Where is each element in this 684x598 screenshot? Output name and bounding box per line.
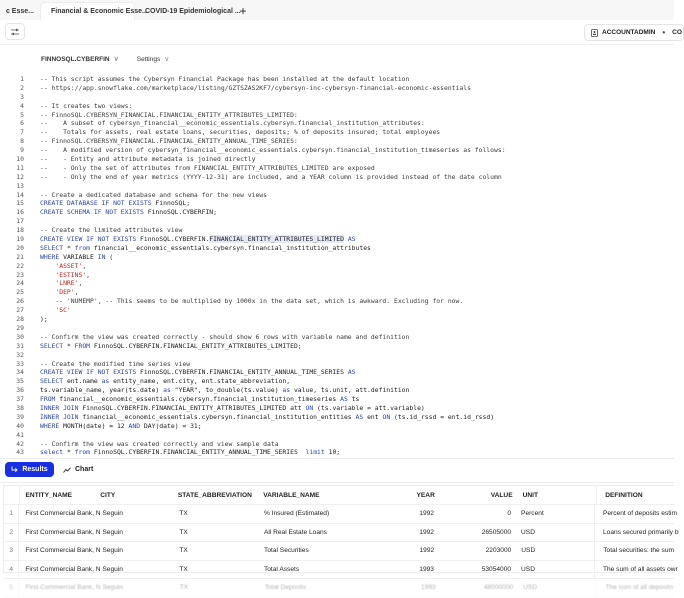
code-text: -- https://app.snowflake.com/marketplace/listing/GZTSZAS2KF7/cybersyn-inc-cybersyn-financial-economic-essentials [40,83,471,92]
code-text: -- Create a dedicated database and schema for the new views [40,190,268,199]
line-number: 19 [16,235,24,244]
results-tab-button[interactable] [5,462,54,477]
column-header-state-abbreviation[interactable]: STATE_ABBREVIATION [177,491,252,499]
separator: • [662,28,666,37]
code-text: -- It creates two views: [40,101,133,110]
settings-label: Settings [136,55,161,63]
cell-definition: Total securities: the sum [594,542,674,560]
code-text: -- Totals for assets, real estate loans, securities, deposits; % of deposits insured; total employees [40,128,441,137]
table-row[interactable] [4,505,678,524]
cell-city: Seguin [102,528,123,536]
code-text: -- - Only the end of year metrics (YYYY-12-31) are included, and a YEAR column is provided instead of the date column [40,172,502,181]
cell-value: 26505000 [481,528,512,536]
code-text: CREATE SCHEMA IF NOT EXISTS FinnoSQL.CYBERFIN; [40,208,217,217]
database-label: FINNOSQL.CYBERFIN [41,55,110,63]
code-line[interactable] [0,182,674,191]
line-number: 14 [16,190,24,199]
filters-button[interactable] [5,23,25,40]
code-text: -- This script assumes the Cybersyn Financial Package has been installed at the default location [40,75,410,83]
cell-row-index: 4 [4,561,19,579]
code-line[interactable] [0,164,674,173]
cell-city: Seguin [102,510,123,518]
chevron-down-icon: ∨ [164,56,170,63]
code-line[interactable] [0,173,674,182]
cell-value: 48000000 [483,584,514,592]
line-number: 16 [16,208,24,217]
code-text: -- Confirm the view was created correctly - should show 6 rows with variable name and definition [40,332,410,341]
code-line[interactable] [0,244,674,253]
code-text: INNER JOIN FinnoSQL.CYBERFIN.FINANCIAL_ENTITY_ATTRIBUTES_LIMITED att ON (ts.variable = att.variable) [40,403,425,412]
line-number: 29 [16,323,24,332]
code-line[interactable] [0,253,674,262]
cell-unit: Percent [521,510,544,518]
code-text: CREATE DATABASE IF NOT EXISTS FinnoSQL; [40,199,191,208]
code-text: SELECT * FROM FinnoSQL.CYBERFIN.FINANCIAL_ENTITY_ATTRIBUTES_LIMITED; [40,341,302,350]
code-text: ); [40,315,48,324]
cell-definition: The sum of all deposits [596,579,674,597]
chevron-down-icon: ∨ [113,56,119,63]
code-text: 'ASSET', [55,261,87,270]
cell-definition: The sum of all assets owr [594,561,674,579]
cell-variable-name: Total Assets [263,565,300,573]
code-line[interactable] [0,395,674,404]
line-number: 24 [16,279,24,288]
line-number: 18 [16,226,24,235]
cell-entity-name: First Commercial Bank, N [25,584,101,592]
code-text: FROM financial__economic_essentials.cybersyn.financial_institution_timeseries AS ts [40,395,360,404]
line-number: 12 [16,172,24,181]
sliders-icon [10,28,20,36]
cell-unit: USD [521,565,535,573]
role-name: ACCOUNTADMIN [602,29,656,36]
code-line[interactable] [0,315,674,324]
table-row[interactable] [4,561,678,580]
cell-year: 1993 [419,565,434,573]
line-number: 28 [16,315,24,324]
code-text: CREATE VIEW IF NOT EXISTS FinnoSQL.CYBERFIN.FINANCIAL_ENTITY_ATTRIBUTES_LIMITED AS [40,235,356,244]
worksheet-tab-bar [0,0,674,20]
code-text: -- A subset of cybersyn_financial__economic_essentials.cybersyn.financial_institution_attributes: [40,119,425,128]
table-row[interactable] [4,579,674,598]
cell-city: Seguin [102,565,123,573]
line-number: 22 [16,261,24,270]
code-line[interactable] [0,440,674,449]
code-line[interactable] [0,217,674,226]
tab-worksheet-2[interactable] [40,2,148,20]
cell-city: Seguin [102,547,123,555]
cell-unit: USD [521,547,536,555]
code-line[interactable] [0,226,674,235]
line-number: 32 [16,350,24,359]
column-header-variable-name[interactable]: VARIABLE_NAME [263,491,320,499]
code-text: -- Confirm the view was created correctly and view sample data [40,439,279,448]
code-line[interactable] [0,306,674,315]
results-arrow-icon [11,466,18,473]
column-header-value[interactable]: VALUE [490,491,513,499]
code-line[interactable] [0,324,674,333]
settings-dropdown[interactable] [137,55,170,63]
cell-unit: USD [521,528,535,536]
chart-line-icon [63,467,71,473]
code-line[interactable] [0,297,674,306]
line-number: 43 [16,448,24,457]
cell-entity-name: First Commercial Bank, N [25,565,101,573]
cell-entity-name: First Commercial Bank, N [25,547,101,555]
code-line[interactable] [0,119,674,128]
cell-state-abbreviation: TX [179,510,188,518]
line-number: 1 [20,75,24,83]
code-line[interactable] [0,377,674,386]
code-line[interactable] [0,155,674,164]
column-header-city[interactable]: CITY [100,491,116,499]
line-number: 3 [20,92,24,101]
database-schema-selector[interactable] [41,55,119,63]
code-text: WHERE VARIABLE IN ( [40,252,114,261]
warehouse-name: CO [672,29,682,36]
code-line[interactable] [0,351,674,360]
code-line[interactable] [0,128,674,137]
code-line[interactable] [0,93,674,102]
code-line[interactable] [0,235,674,244]
cell-variable-name: All Real Estate Loans [263,528,327,536]
line-number: 36 [16,386,24,395]
line-number: 4 [20,101,24,110]
tab-label: c Esse... [5,7,34,15]
code-line[interactable] [0,84,674,93]
tab-worksheet-1[interactable] [0,2,34,20]
cell-variable-name: Total Deposits [264,584,307,592]
cell-city: Seguin [102,584,124,592]
code-text: -- - Only the set of attributes from FINANCIAL_ENTITY_ATTRIBUTES_LIMITED are exposed [40,163,375,172]
code-line[interactable] [0,360,674,369]
code-line[interactable] [0,342,674,351]
line-number: 23 [16,270,24,279]
column-header-year[interactable]: YEAR [416,491,435,499]
results-toolbar [0,458,674,483]
code-text: 'SC' [55,306,71,315]
column-header-entity-name[interactable]: ENTITY_NAME [25,491,73,499]
results-table [3,485,679,592]
cell-value: 2203000 [485,547,512,555]
cell-variable-name: % Insured (Estimated) [263,510,330,518]
cell-definition: Loans secured primarily b [594,524,674,542]
code-line[interactable] [0,431,674,440]
role-icon [591,29,598,37]
code-line[interactable] [0,75,674,84]
code-text: WHERE MONTH(date) = 12 AND DAY(date) = 31; [40,421,202,430]
code-text: -- 'NUMEMP', -- This seems to be multiplied by 1000x in the data set, which is awkward. Excluding for now. [55,297,464,306]
line-number: 33 [16,359,24,368]
line-number: 34 [16,368,24,377]
chart-label: Chart [75,466,94,473]
table-row[interactable] [4,542,674,561]
code-text: select * from FinnoSQL.CYBERFIN.FINANCIAL_ENTITY_ANNUAL_TIME_SERIES limit 10; [40,448,341,457]
code-line[interactable] [0,288,674,297]
line-number: 26 [16,297,24,306]
code-line[interactable] [0,404,674,413]
code-text: SELECT * from financial__economic_essentials.cybersyn.financial_institution_attributes [40,243,371,252]
sql-editor[interactable] [0,75,674,458]
code-line[interactable] [0,111,674,120]
cell-year: 1992 [419,547,435,555]
line-number: 11 [16,163,24,172]
code-text: 'ESTINS', [55,270,91,279]
line-number: 39 [16,412,24,421]
cell-state-abbreviation: TX [179,565,188,573]
code-text: SELECT ent.name as entity_name, ent.city, ent.state_abbreviation, [40,377,291,386]
code-text: ts.variable_name, year(ts.date) as "YEAR", to_double(ts.value) as value, ts.unit, att.definition [40,386,410,395]
add-tab-button[interactable] [233,2,253,20]
cell-year: 1992 [419,528,434,536]
cell-row-index: 3 [4,542,19,560]
line-number: 40 [16,421,24,430]
line-number: 21 [16,252,24,261]
context-bar [41,55,169,63]
line-number: 38 [16,403,24,412]
code-line[interactable] [0,386,674,395]
code-text: INNER JOIN financial__economic_essentials.cybersyn.financial_institution_entities AS ent ON (ts.id_rssd = ent.id_rssd) [40,412,495,421]
code-line[interactable] [0,279,674,288]
cell-entity-name: First Commercial Bank, N [25,528,101,536]
line-number: 35 [16,377,24,386]
cell-unit: USD [523,584,538,592]
line-number: 25 [16,288,24,297]
code-text: -- - Entity and attribute metadata is joined directly [40,155,256,164]
code-line[interactable] [0,191,674,200]
cell-state-abbreviation: TX [179,547,188,555]
tab-label: COVID-19 Epidemiological ... [145,7,241,15]
line-number: 8 [20,137,24,146]
code-line[interactable] [0,199,674,208]
code-line[interactable] [0,208,674,217]
code-text: 'DEP', [55,288,79,297]
line-number: 37 [16,395,24,404]
cell-variable-name: Total Securities [264,547,309,555]
code-text: 'LNRE', [55,279,83,288]
line-number: 2 [20,83,24,92]
code-line[interactable] [0,146,674,155]
line-number: 6 [20,119,24,128]
cell-row-index: 2 [4,524,19,542]
column-header-definition[interactable]: DEFINITION [596,486,674,504]
column-header-row-index[interactable] [4,486,20,504]
line-number: 10 [16,155,24,164]
line-number: 13 [16,181,24,190]
code-text: CREATE VIEW IF NOT EXISTS FinnoSQL.CYBERFIN.FINANCIAL_ENTITY_ANNUAL_TIME_SERIES AS [40,368,356,377]
line-number: 31 [16,341,24,350]
role-warehouse-selector[interactable] [584,24,684,41]
table-header-row [4,486,674,505]
code-line[interactable] [0,137,674,146]
code-line[interactable] [0,271,674,280]
line-number: 27 [16,306,24,315]
cell-state-abbreviation: TX [179,584,189,592]
code-line[interactable] [0,262,674,271]
code-line[interactable] [0,333,674,342]
code-text: -- Create the modified time series view [40,359,191,368]
tab-worksheet-3[interactable] [135,2,241,20]
code-line[interactable] [0,422,674,431]
cell-value: 0 [507,510,512,518]
results-label: Results [22,466,48,473]
column-header-unit[interactable]: UNIT [522,491,538,499]
line-number: 5 [20,110,24,119]
line-number: 17 [16,217,24,226]
line-number: 41 [16,430,24,439]
code-line[interactable] [0,102,674,111]
worksheet-toolbar [0,20,682,45]
line-number: 15 [16,199,24,208]
cell-definition: Percent of deposits estim [594,505,674,523]
code-line[interactable] [0,413,674,422]
chart-tab-button[interactable] [63,462,93,477]
code-line[interactable] [0,448,674,457]
tab-label: Financial & Economic Esse... [51,8,148,15]
code-text: -- FinnoSQL.CYBERSYN_FINANCIAL.FINANCIAL_ENTITY_ATTRIBUTES_LIMITED: [40,110,298,119]
line-number: 7 [20,128,24,137]
code-text: -- Create the limited attributes view [40,226,183,235]
cell-entity-name: First Commercial Bank, N [25,510,101,518]
code-text: -- A modified version of cybersyn_financial__economic_essentials.cybersyn.financial_institution_timeseries as follows: [40,146,506,155]
line-number: 20 [16,243,24,252]
plus-icon: + [239,4,247,18]
cell-year: 1993 [421,584,436,592]
cell-value: 53054000 [481,565,512,573]
cell-state-abbreviation: TX [179,528,188,536]
line-number: 42 [16,439,24,448]
cell-row-index: 1 [4,505,19,523]
cell-row-index: 5 [4,579,19,597]
line-number: 9 [20,146,24,155]
cell-year: 1992 [419,510,434,518]
table-row[interactable] [4,524,679,543]
code-text: -- FinnoSQL.CYBERSYN_FINANCIAL.FINANCIAL_ENTITY_ANNUAL_TIME_SERIES: [40,137,298,146]
line-number: 30 [16,332,24,341]
code-line[interactable] [0,368,674,377]
